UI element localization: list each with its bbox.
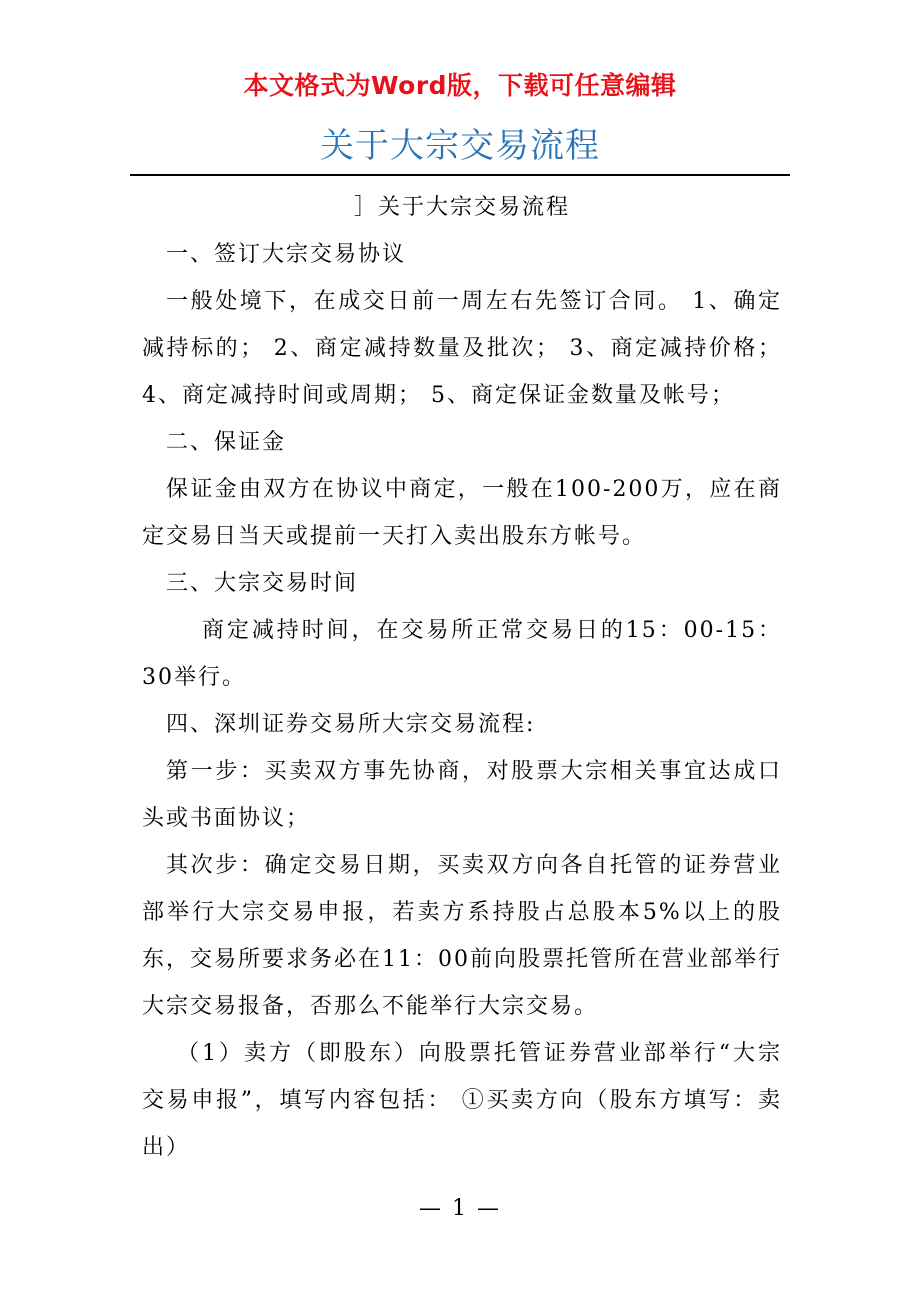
download-banner: 本文格式为Word版，下载可任意编辑 (243, 71, 677, 100)
section-heading: 四、深圳证券交易所大宗交易流程: (166, 712, 536, 737)
body-paragraph: 商定减持时间，在交易所正常交易日的15：00-15：30举行。 (142, 618, 782, 690)
body-paragraph: 一般处境下，在成交日前一周左右先签订合同。 1、确定减持标的； 2、商定减持数量及批次； 3、商定减持价格； 4、商定减持时间或周期； 5、商定保证金数量及帐号； (142, 289, 782, 408)
section-heading: 二、保证金 (166, 430, 287, 455)
body-paragraph: 保证金由双方在协议中商定，一般在100-200万，应在商定交易日当天或提前一天打入卖出股东方帐号。 (142, 477, 782, 549)
section-heading: 三、大宗交易时间 (166, 571, 359, 596)
body-paragraph: 第一步：买卖双方事先协商，对股票大宗相关事宜达成口头或书面协议； (142, 759, 782, 831)
section-heading: 一、签订大宗交易协议 (166, 242, 407, 267)
body-paragraph: 其次步：确定交易日期，买卖双方向各自托管的证券营业部举行大宗交易申报，若卖方系持股占总股本5%以上的股东，交易所要求务必在11：00前向股票托管所在营业部举行大宗交易报备，否那么不能举行大宗交易。 (142, 853, 782, 1019)
body-paragraph: （1）卖方（即股东）向股票托管证券营业部举行“大宗交易申报”，填写内容包括： ①买卖方向（股东方填写：卖出） (142, 1041, 782, 1160)
document-title: 关于大宗交易流程 (320, 126, 600, 166)
document-subtitle: ］关于大宗交易流程 (353, 195, 570, 220)
title-divider (130, 174, 790, 176)
page-number: — 1 — (419, 1196, 501, 1221)
document-body (142, 184, 782, 1171)
